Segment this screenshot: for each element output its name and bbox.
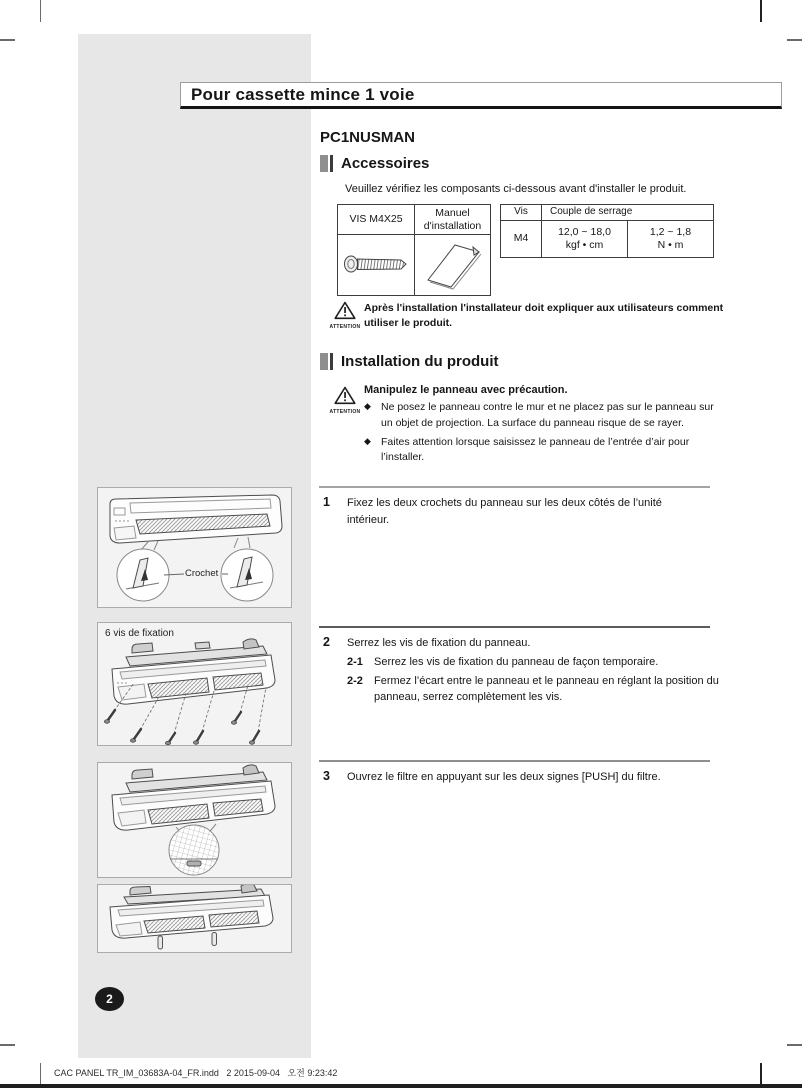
installation-caution xyxy=(364,384,732,469)
substep-text: Fermez l’écart entre le panneau et le panneau en réglant la position du panneau, serrez complètement les vis. xyxy=(374,674,719,704)
torque-kgf-cell xyxy=(542,221,628,258)
accessories-intro: Veuillez vérifiez les composants ci-dessous avant d'installer le produit. xyxy=(345,183,687,195)
footer-imprint: CAC PANEL TR_IM_03683A-04_FR.indd 2 2015-09-04 오전 9:23:42 xyxy=(54,1068,338,1078)
attention-block xyxy=(328,386,362,415)
step-text: Fixez les deux crochets du panneau sur les deux côtés de l’unité intérieur. xyxy=(347,497,662,527)
panel-open-illustration xyxy=(98,885,291,952)
step-3 xyxy=(323,769,747,786)
screws-label: 6 vis de fixation xyxy=(105,628,174,639)
section-heading-installation xyxy=(320,353,499,370)
caution-bullet-text: Ne posez le panneau contre le mur et ne placez pas sur le panneau sur un objet de projection. La surface du panneau risque de se rayer. xyxy=(381,401,714,429)
step-2 xyxy=(323,635,747,706)
caution-bullet-text: Faites attention lorsque saisissez le panneau de l’entrée d’air pour l’installer. xyxy=(381,435,690,464)
step-number: 1 xyxy=(323,495,330,509)
torque-nm-unit: N • m xyxy=(657,239,684,251)
crop-mark xyxy=(0,1044,15,1046)
diamond-bullet-icon: ◆ xyxy=(364,435,371,446)
screw-icon xyxy=(341,242,411,286)
step-divider xyxy=(319,760,710,762)
step-divider xyxy=(319,486,710,488)
step-1 xyxy=(323,495,692,529)
screw-size-cell: M4 xyxy=(501,221,542,258)
section-bar-icon xyxy=(330,353,333,370)
torque-col-screw: Vis xyxy=(501,205,542,221)
substep-number: 2-2 xyxy=(347,674,363,687)
page-title xyxy=(180,82,782,109)
step-divider xyxy=(319,626,710,628)
torque-nm-value: 1,2 ~ 1,8 xyxy=(649,225,692,238)
section-bar-icon xyxy=(330,155,333,172)
crop-mark xyxy=(40,0,41,22)
panel-filter-illustration xyxy=(98,763,291,877)
torque-nm-cell xyxy=(628,221,714,258)
caution-title: Manipulez le panneau avec précaution. xyxy=(364,384,568,396)
page-number-badge: 2 xyxy=(95,987,124,1011)
diagram-screws xyxy=(97,622,292,746)
section-bar-icon xyxy=(320,155,328,172)
diagram-filter-push xyxy=(97,762,292,878)
section-heading-text: Installation du produit xyxy=(341,353,499,370)
substep-2-1 xyxy=(347,654,747,671)
substep-text: Serrez les vis de fixation du panneau de façon temporaire. xyxy=(374,656,659,669)
diagram-hooks xyxy=(97,487,292,608)
torque-col-torque: Couple de serrage xyxy=(542,205,714,221)
crop-mark xyxy=(760,0,762,22)
page-title-text: Pour cassette mince 1 voie xyxy=(191,85,415,104)
substep-number: 2-1 xyxy=(347,656,363,669)
manual-booklet-icon xyxy=(419,238,487,290)
torque-kgf-value: 12,0 ~ 18,0 xyxy=(558,225,611,238)
model-name: PC1NUSMAN xyxy=(320,129,416,146)
step-number: 2 xyxy=(323,635,330,649)
attention-label: ATTENTION xyxy=(329,324,361,330)
crop-mark xyxy=(787,39,802,41)
parts-col-manual: Manuel d'installation xyxy=(415,205,491,235)
step-text: Serrez les vis de fixation du panneau. xyxy=(347,637,531,649)
panel-hooks-illustration xyxy=(98,488,291,607)
step-text: Ouvrez le filtre en appuyant sur les deux signes [PUSH] du filtre. xyxy=(347,771,661,783)
caution-bullet xyxy=(364,400,726,432)
screw-illustration-cell xyxy=(338,235,415,296)
crop-mark xyxy=(0,39,15,41)
caution-bullet xyxy=(364,435,726,467)
section-heading-text: Accessoires xyxy=(341,155,430,172)
parts-table xyxy=(337,204,491,296)
parts-col-screw: VIS M4X25 xyxy=(338,205,415,235)
attention-block xyxy=(328,301,362,330)
hook-label: Crochet xyxy=(185,568,219,579)
torque-table xyxy=(500,204,714,258)
crop-mark xyxy=(787,1044,802,1046)
panel-screws-illustration xyxy=(98,623,291,745)
manual-illustration-cell xyxy=(415,235,491,296)
bottom-edge-bar xyxy=(0,1084,802,1088)
step-number: 3 xyxy=(323,769,330,783)
diamond-bullet-icon: ◆ xyxy=(364,401,371,411)
attention-label: ATTENTION xyxy=(329,409,361,415)
accessories-caution-text: Après l'installation l'installateur doit expliquer aux utilisateurs comment utiliser le produit. xyxy=(364,302,724,330)
substep-2-2 xyxy=(347,673,747,706)
section-bar-icon xyxy=(320,353,328,370)
warning-triangle-icon xyxy=(334,301,356,320)
diagram-filter-open xyxy=(97,884,292,953)
torque-kgf-unit: kgf • cm xyxy=(565,239,604,251)
warning-triangle-icon xyxy=(334,386,356,405)
section-heading-accessories xyxy=(320,155,429,172)
